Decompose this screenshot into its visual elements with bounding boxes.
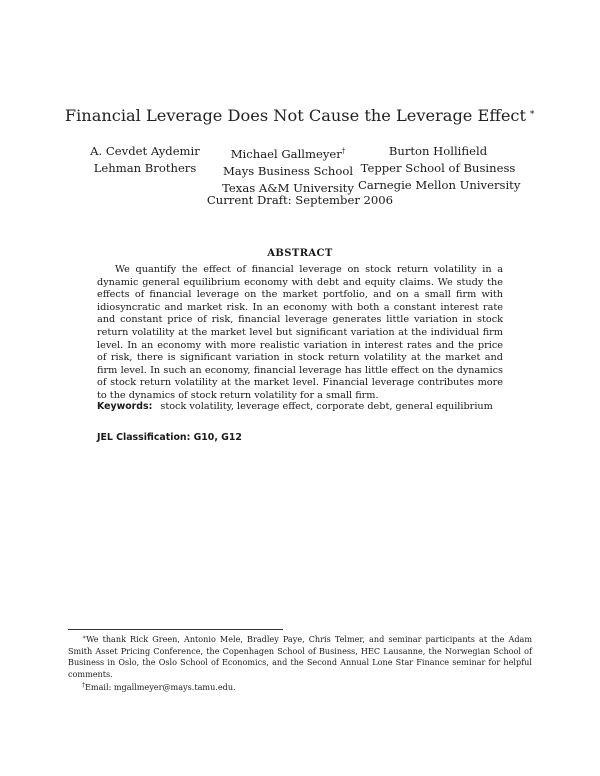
footnote-mark: † bbox=[82, 682, 85, 690]
author-block-hollifield bbox=[358, 143, 521, 194]
keywords-text: stock volatility, leverage effect, corporate debt, general equilibrium bbox=[160, 401, 493, 412]
footnote bbox=[68, 680, 532, 694]
author-name: Burton Hollifield bbox=[388, 144, 488, 158]
author-affiliation: Texas A&M University bbox=[222, 181, 354, 195]
author-name-text: Michael Gallmeyer bbox=[230, 147, 342, 161]
draft-date: Current Draft: September 2006 bbox=[206, 193, 394, 207]
author-block-gallmeyer bbox=[213, 143, 363, 197]
author-affiliation: Lehman Brothers bbox=[93, 161, 197, 175]
author-footnote-mark: † bbox=[341, 147, 346, 155]
author-affiliation: Mays Business School bbox=[222, 164, 354, 178]
jel-classification: JEL Classification: G10, G12 bbox=[97, 432, 242, 443]
author-affiliation: Tepper School of Business bbox=[360, 161, 516, 175]
abstract-body: We quantify the effect of financial leverage on stock return volatility in a dynamic general equilibrium economy with debt and equity claims. We study the effects of financial leverage on the market portfolio, and on a small firm with idiosyncratic and market risk. In an economy with both a constant interest rate and constant price of risk, financial leverage generates little variation in stock return volatility at the market level but significant variation at the individual firm level. In an economy with more realistic variation in interest rates and the price of risk, there is significant variation in stock return volatility at the market and firm level. In such an economy, financial leverage has little effect on the dynamics of stock return volatility at the market level. Financial leverage contributes more to the dynamics of stock return volatility for a small firm. bbox=[97, 264, 503, 401]
paper-title-text: Financial Leverage Does Not Cause the Leverage Effect bbox=[64, 106, 526, 125]
author-affiliation: Carnegie Mellon University bbox=[358, 178, 521, 192]
footnote-divider bbox=[68, 629, 283, 630]
author-name: A. Cevdet Aydemir bbox=[90, 144, 200, 158]
abstract-heading: ABSTRACT bbox=[267, 248, 333, 259]
keywords-label: Keywords: bbox=[97, 401, 153, 412]
footnote bbox=[68, 632, 532, 680]
paper-title bbox=[0, 106, 600, 125]
footnote-text: We thank Rick Green, Antonio Mele, Bradley Paye, Chris Telmer, and seminar participants at the Adam Smith Asset Pricing Conference, the Copenhagen School of Business, HEC Lausanne, the Norwegian School of Business in Oslo, the Oslo School of Economics, and the Second Annual Lone Star Finance seminar for helpful comments. bbox=[68, 634, 532, 679]
author-name bbox=[213, 143, 363, 163]
title-footnote-mark: ∗ bbox=[529, 108, 536, 118]
footnote-mark: ∗ bbox=[82, 634, 87, 641]
footnotes bbox=[68, 632, 532, 694]
author-block-aydemir bbox=[70, 143, 220, 177]
keywords bbox=[97, 401, 517, 412]
footnote-text: Email: mgallmeyer@mays.tamu.edu. bbox=[85, 682, 236, 693]
